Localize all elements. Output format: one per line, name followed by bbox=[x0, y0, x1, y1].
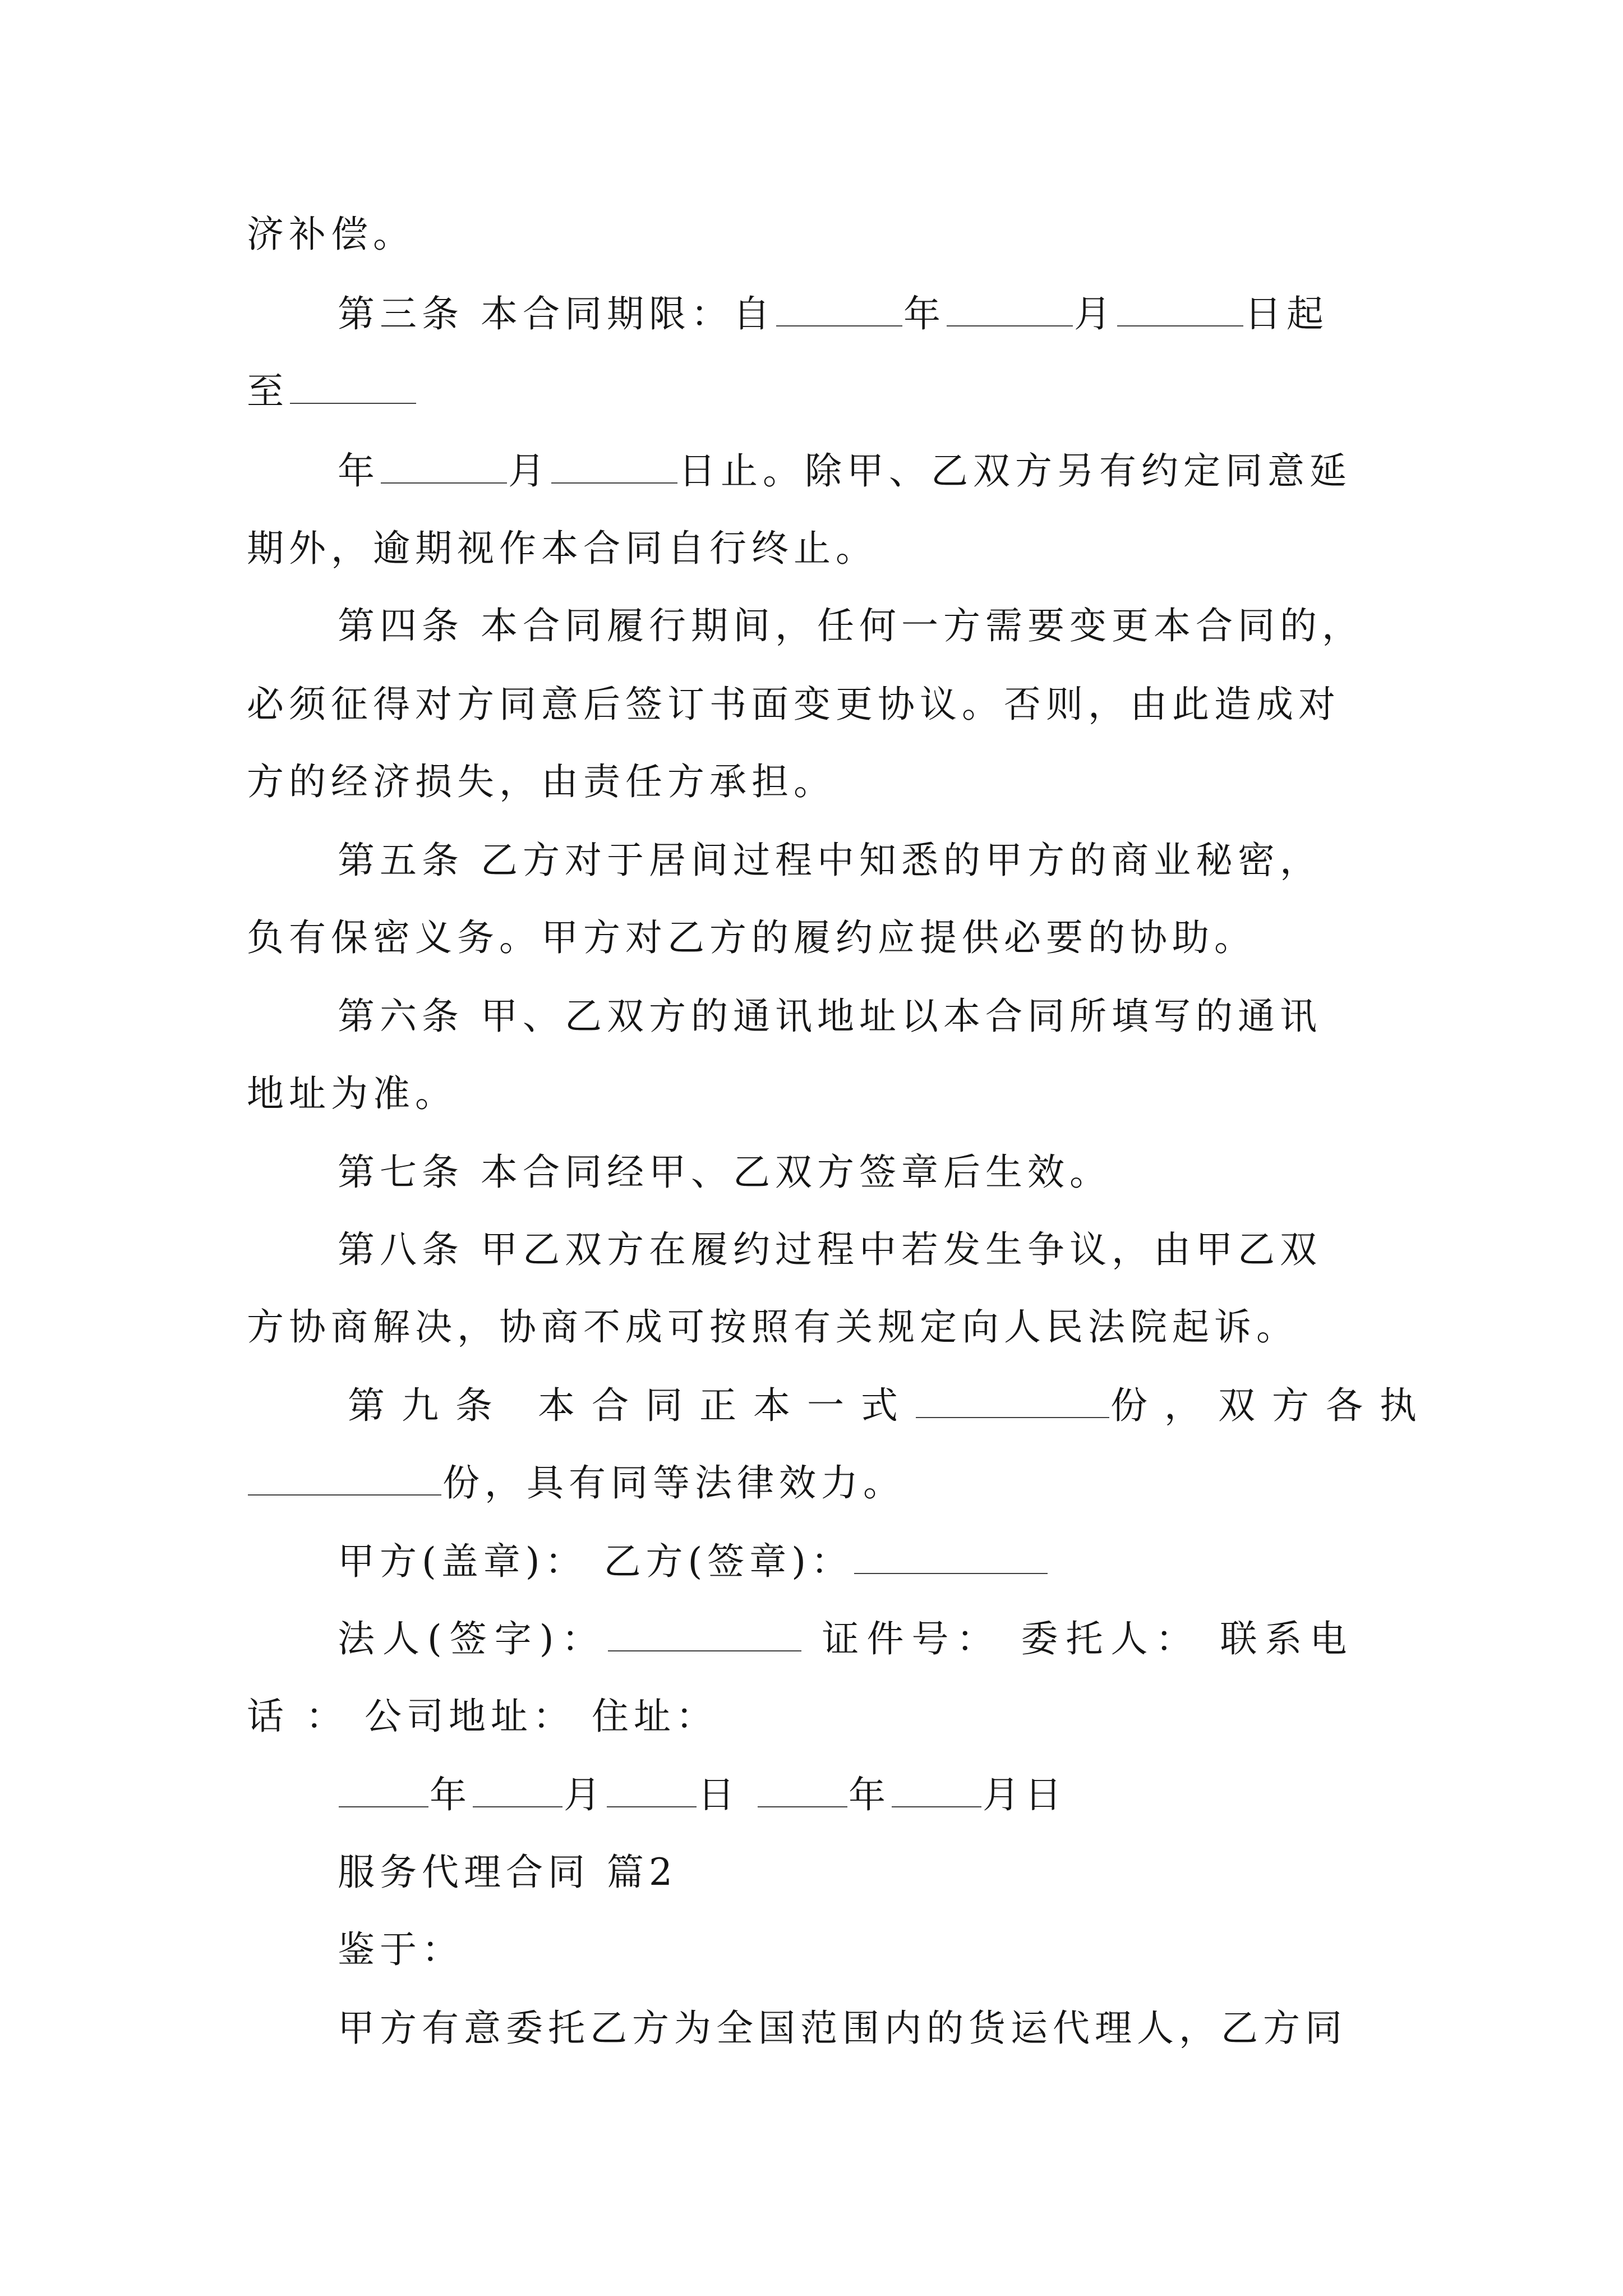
text: 年 bbox=[848, 1773, 891, 1816]
paragraph-line bbox=[338, 604, 1364, 648]
paragraph-line bbox=[338, 2006, 1347, 2051]
paragraph-line bbox=[247, 1305, 1298, 1350]
text: 证件号： 委托人： 联系电 bbox=[822, 1617, 1355, 1660]
blank-field[interactable] bbox=[290, 371, 416, 404]
text: 服务代理合同 篇2 bbox=[338, 1851, 677, 1894]
blank-field[interactable] bbox=[473, 1775, 562, 1807]
blank-field[interactable] bbox=[248, 1463, 441, 1496]
paragraph-line bbox=[338, 449, 1352, 494]
text: 第四条 本合同履行期间，任何一方需要变更本合同的， bbox=[338, 604, 1364, 647]
text: 月 bbox=[564, 1773, 606, 1816]
blank-field[interactable] bbox=[916, 1386, 1109, 1418]
text: 年 bbox=[430, 1773, 472, 1816]
blank-field[interactable] bbox=[947, 294, 1073, 326]
paragraph-line bbox=[338, 1617, 1354, 1662]
paragraph-line bbox=[338, 1150, 1112, 1195]
text: 方协商解决，协商不成可按照有关规定向人民法院起诉。 bbox=[247, 1305, 1298, 1349]
blank-field[interactable] bbox=[339, 1775, 428, 1807]
text: 份，具有同等法律效力。 bbox=[442, 1461, 905, 1504]
text: 日起 bbox=[1244, 292, 1329, 335]
text: 日 bbox=[698, 1773, 740, 1816]
blank-field[interactable] bbox=[758, 1775, 847, 1807]
paragraph-line bbox=[338, 1227, 1322, 1272]
text: 月 bbox=[1073, 292, 1116, 335]
text: 第六条 甲、乙双方的通讯地址以本合同所填写的通讯 bbox=[338, 995, 1322, 1038]
text: 月 bbox=[508, 449, 550, 493]
text: 年 bbox=[338, 449, 380, 493]
blank-field[interactable] bbox=[608, 1619, 801, 1651]
paragraph-line bbox=[338, 838, 1322, 883]
paragraph-line bbox=[247, 212, 415, 257]
paragraph-line bbox=[247, 682, 1340, 727]
text: 第九条 本合同正本一式 bbox=[348, 1384, 915, 1427]
blank-field[interactable] bbox=[854, 1542, 1048, 1574]
text: 第五条 乙方对于居间过程中知悉的甲方的商业秘密， bbox=[338, 839, 1322, 882]
text: 第七条 本合同经甲、乙双方签章后生效。 bbox=[338, 1151, 1112, 1194]
text: 方的经济损失，由责任方承担。 bbox=[247, 760, 836, 803]
text: 第三条 本合同期限：自 bbox=[338, 292, 775, 335]
text: 法人(签字)： bbox=[338, 1617, 607, 1660]
section-heading bbox=[338, 1850, 677, 1895]
paragraph-line bbox=[338, 292, 1329, 337]
text: 济补偿。 bbox=[247, 213, 415, 256]
text: 甲方(盖章)： 乙方(签章)： bbox=[338, 1540, 853, 1583]
text: 第八条 甲乙双方在履约过程中若发生争议，由甲乙双 bbox=[338, 1228, 1322, 1271]
paragraph-line bbox=[247, 526, 878, 571]
text: 至 bbox=[247, 370, 289, 413]
paragraph-line bbox=[338, 994, 1322, 1039]
blank-field[interactable] bbox=[892, 1775, 981, 1807]
blank-field[interactable] bbox=[1117, 294, 1243, 326]
text: 期外，逾期视作本合同自行终止。 bbox=[247, 527, 878, 570]
paragraph-line bbox=[348, 1383, 1433, 1428]
blank-field[interactable] bbox=[776, 294, 902, 326]
text: 月日 bbox=[982, 1773, 1067, 1816]
paragraph-line bbox=[247, 1694, 718, 1739]
paragraph-line bbox=[247, 1071, 457, 1116]
text: 鉴于： bbox=[338, 1928, 464, 1971]
text: 话 ： 公司地址： 住址： bbox=[247, 1695, 718, 1738]
text: 负有保密义务。甲方对乙方的履约应提供必要的协助。 bbox=[247, 916, 1256, 959]
paragraph-line bbox=[247, 369, 417, 414]
text: 甲方有意委托乙方为全国范围内的货运代理人，乙方同 bbox=[338, 2007, 1347, 2050]
blank-field[interactable] bbox=[607, 1775, 697, 1807]
paragraph-line bbox=[338, 1539, 1049, 1584]
blank-field[interactable] bbox=[551, 451, 677, 484]
paragraph-line bbox=[247, 760, 836, 804]
paragraph-line bbox=[338, 1773, 1067, 1818]
text: 必须征得对方同意后签订书面变更协议。否则，由此造成对 bbox=[247, 683, 1340, 726]
paragraph-line bbox=[338, 1927, 464, 1972]
text: 地址为准。 bbox=[247, 1072, 457, 1115]
paragraph-line bbox=[247, 1461, 905, 1506]
paragraph-line bbox=[247, 915, 1256, 960]
text: 日止。除甲、乙双方另有约定同意延 bbox=[679, 449, 1352, 493]
text: 份，双方各执 bbox=[1110, 1384, 1433, 1427]
blank-field[interactable] bbox=[381, 451, 507, 484]
text: 年 bbox=[903, 292, 946, 335]
